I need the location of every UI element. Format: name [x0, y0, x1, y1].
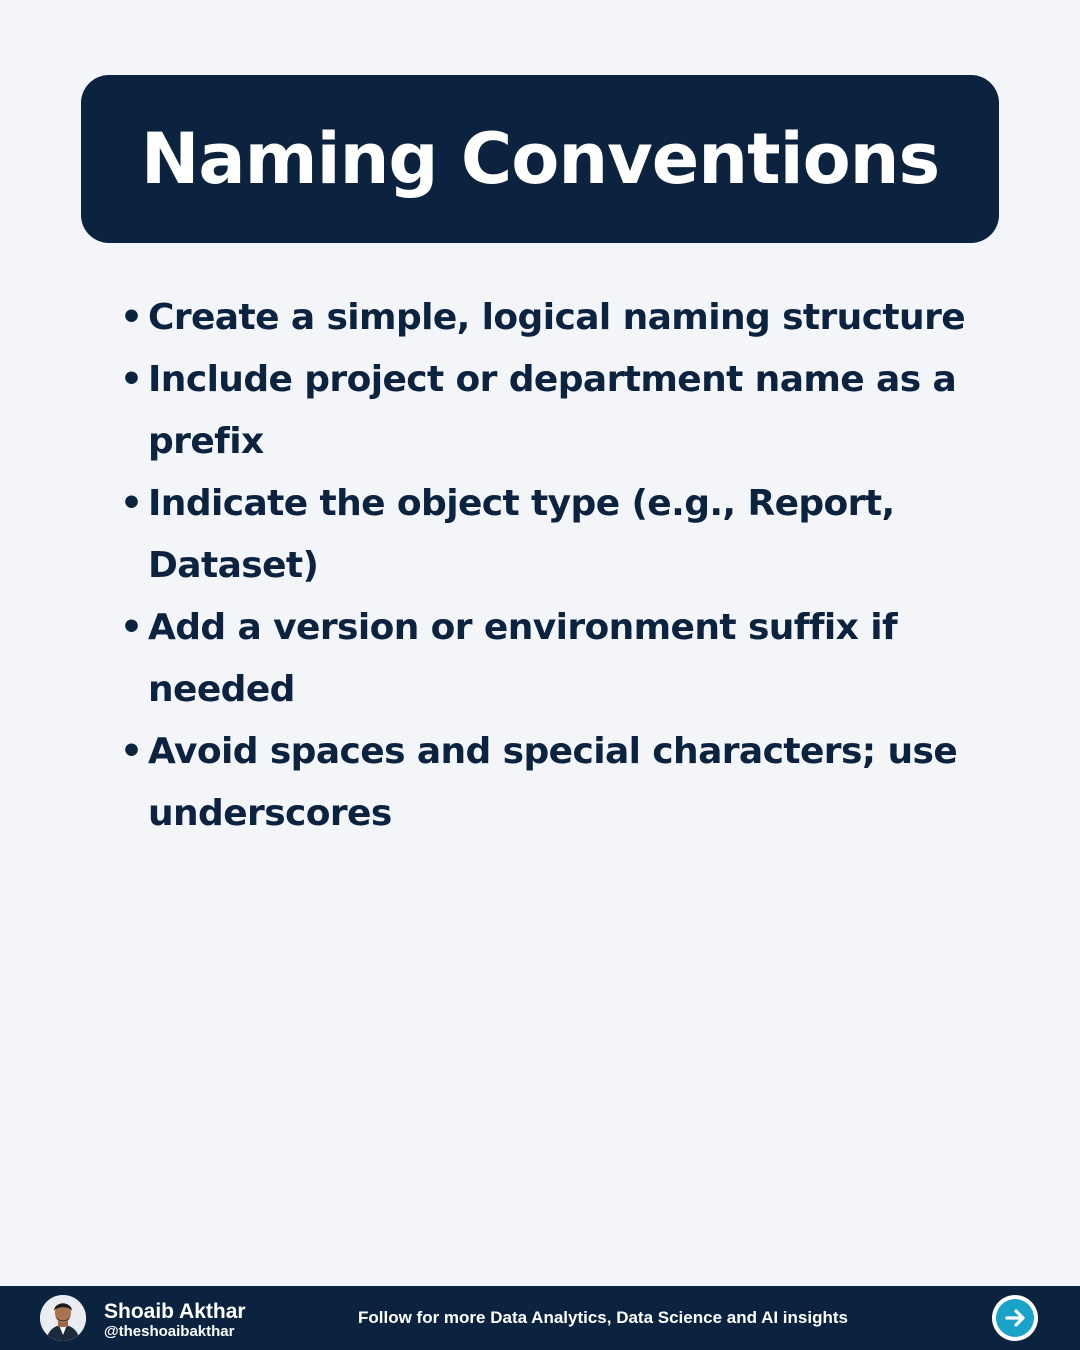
bullet-item	[120, 473, 980, 597]
avatar[interactable]	[40, 1295, 86, 1341]
bullet-item	[120, 287, 980, 349]
author-name[interactable]: Shoaib Akthar	[104, 1300, 246, 1323]
bullet-text: Add a version or environment suffix if needed	[148, 607, 898, 710]
bullet-list	[120, 287, 980, 845]
arrow-right-circle-icon	[996, 1299, 1034, 1337]
arrow-right-icon	[1002, 1305, 1028, 1331]
bullet-dot: •	[120, 297, 143, 338]
bullet-dot: •	[120, 483, 143, 524]
bullet-dot: •	[120, 607, 143, 648]
next-button[interactable]	[992, 1295, 1038, 1341]
author-handle[interactable]: @theshoaibakthar	[104, 1323, 235, 1340]
bullet-text: Avoid spaces and special characters; use underscores	[148, 731, 958, 834]
footer-bar	[0, 1286, 1080, 1350]
page-title: Naming Conventions	[140, 118, 940, 200]
bullet-text: Indicate the object type (e.g., Report, Dataset)	[148, 483, 895, 586]
title-card	[81, 75, 999, 243]
bullet-dot: •	[120, 731, 143, 772]
bullet-text: Create a simple, logical naming structure	[148, 297, 966, 338]
follow-text: Follow for more Data Analytics, Data Science and AI insights	[358, 1308, 848, 1327]
bullet-text: Include project or department name as a prefix	[148, 359, 957, 462]
bullet-item	[120, 721, 980, 845]
bullet-item	[120, 349, 980, 473]
bullet-dot: •	[120, 359, 143, 400]
avatar-photo-icon	[40, 1295, 86, 1341]
bullet-item	[120, 597, 980, 721]
